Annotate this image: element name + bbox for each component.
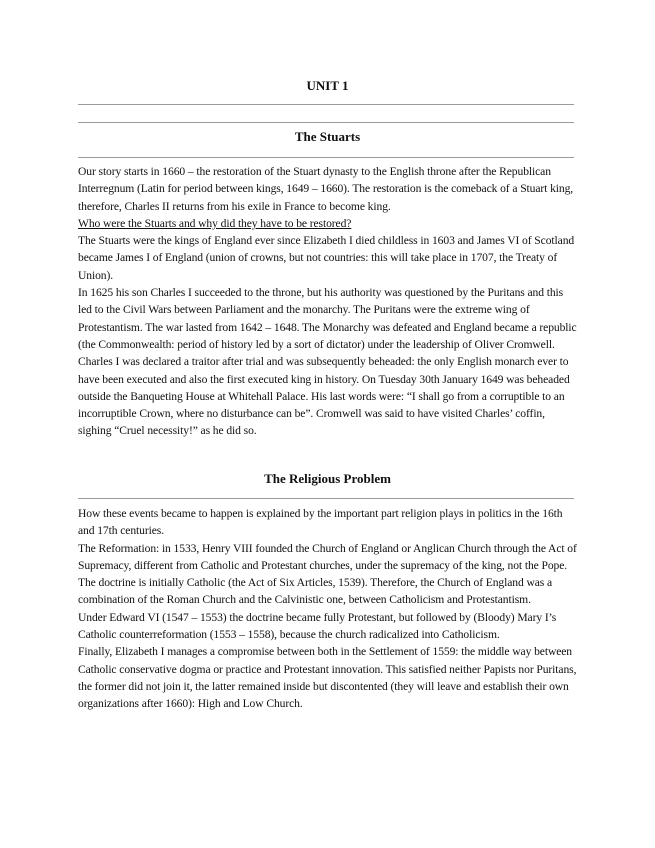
paragraph: Under Edward VI (1547 – 1553) the doctrine became fully Protestant, but followed by (Bloody) Mary I’s Catholic counterreformation (1553 – 1558), because the church radicalized into Catholicism.: [78, 610, 557, 642]
divider-rule: [78, 498, 574, 499]
section-body-stuarts: [78, 163, 578, 440]
paragraph: How these events became to happen is explained by the important part religion plays in politics in the 16th and 17th centuries.: [78, 507, 563, 538]
divider-rule: [78, 157, 574, 158]
paragraph-question: Who were the Stuarts and why did they have to be restored?: [78, 216, 352, 230]
section-body-religious-problem: [78, 505, 578, 713]
divider-rule: [78, 122, 574, 123]
section-heading-religious-problem: The Religious Problem: [264, 471, 391, 486]
paragraph: Charles I was declared a traitor after trial and was subsequently beheaded: the only English monarch ever to have been executed and also the first executed king in history. On Tuesday 30th January 1649 was beheaded outside the Banqueting House at Whitehall Palace. His last words were: “I shall go from a corruptible to an incorruptible Crown, where no disturbance can be”. Cromwell was said to have visited Charles’ coffin, sighing “Cruel necessity!” as he did so.: [78, 355, 570, 438]
paragraph: The Reformation: in 1533, Henry VIII founded the Church of England or Anglican Church through the Act of Supremacy, different from Catholic and Protestant churches, under the supremacy of the king, not the Pope. The doctrine is initially Catholic (the Act of Six Articles, 1539). Therefore, the Church of England was a combination of the Roman Church and the Calvinistic one, between Catholicism and Protestantism.: [78, 541, 577, 607]
divider-rule: [78, 104, 574, 105]
unit-title: UNIT 1: [306, 78, 349, 93]
section-heading-stuarts: The Stuarts: [294, 129, 361, 144]
paragraph: Our story starts in 1660 – the restoration of the Stuart dynasty to the English throne after the Republican Interregnum (Latin for period between kings, 1649 – 1660). The restoration is the comeback of a Stuart king, therefore, Charles II returns from his exile in France to become king.: [78, 165, 574, 213]
paragraph: Finally, Elizabeth I manages a compromise between both in the Settlement of 1559: the middle way between Catholic conservative dogma or practice and Protestant innovation. This satisfied neither Papists nor Puritans, the former did not join it, the latter remained inside but discontented (they will leave and establish their own organizations after 1660): High and Low Church.: [78, 645, 577, 711]
paragraph: In 1625 his son Charles I succeeded to the throne, but his authority was questioned by the Puritans and this led to the Civil Wars between Parliament and the monarchy. The Puritans were the extreme wing of Protestantism. The war lasted from 1642 – 1648. The Monarchy was defeated and England became a republic (the Commonwealth: period of history led by a sort of dictator) under the leadership of Oliver Cromwell.: [78, 286, 577, 351]
paragraph: The Stuarts were the kings of England ever since Elizabeth I died childless in 1603 and James VI of Scotland became James I of England (union of crowns, but not countries: this will take place in 1707, the Treaty of Union).: [78, 234, 575, 282]
